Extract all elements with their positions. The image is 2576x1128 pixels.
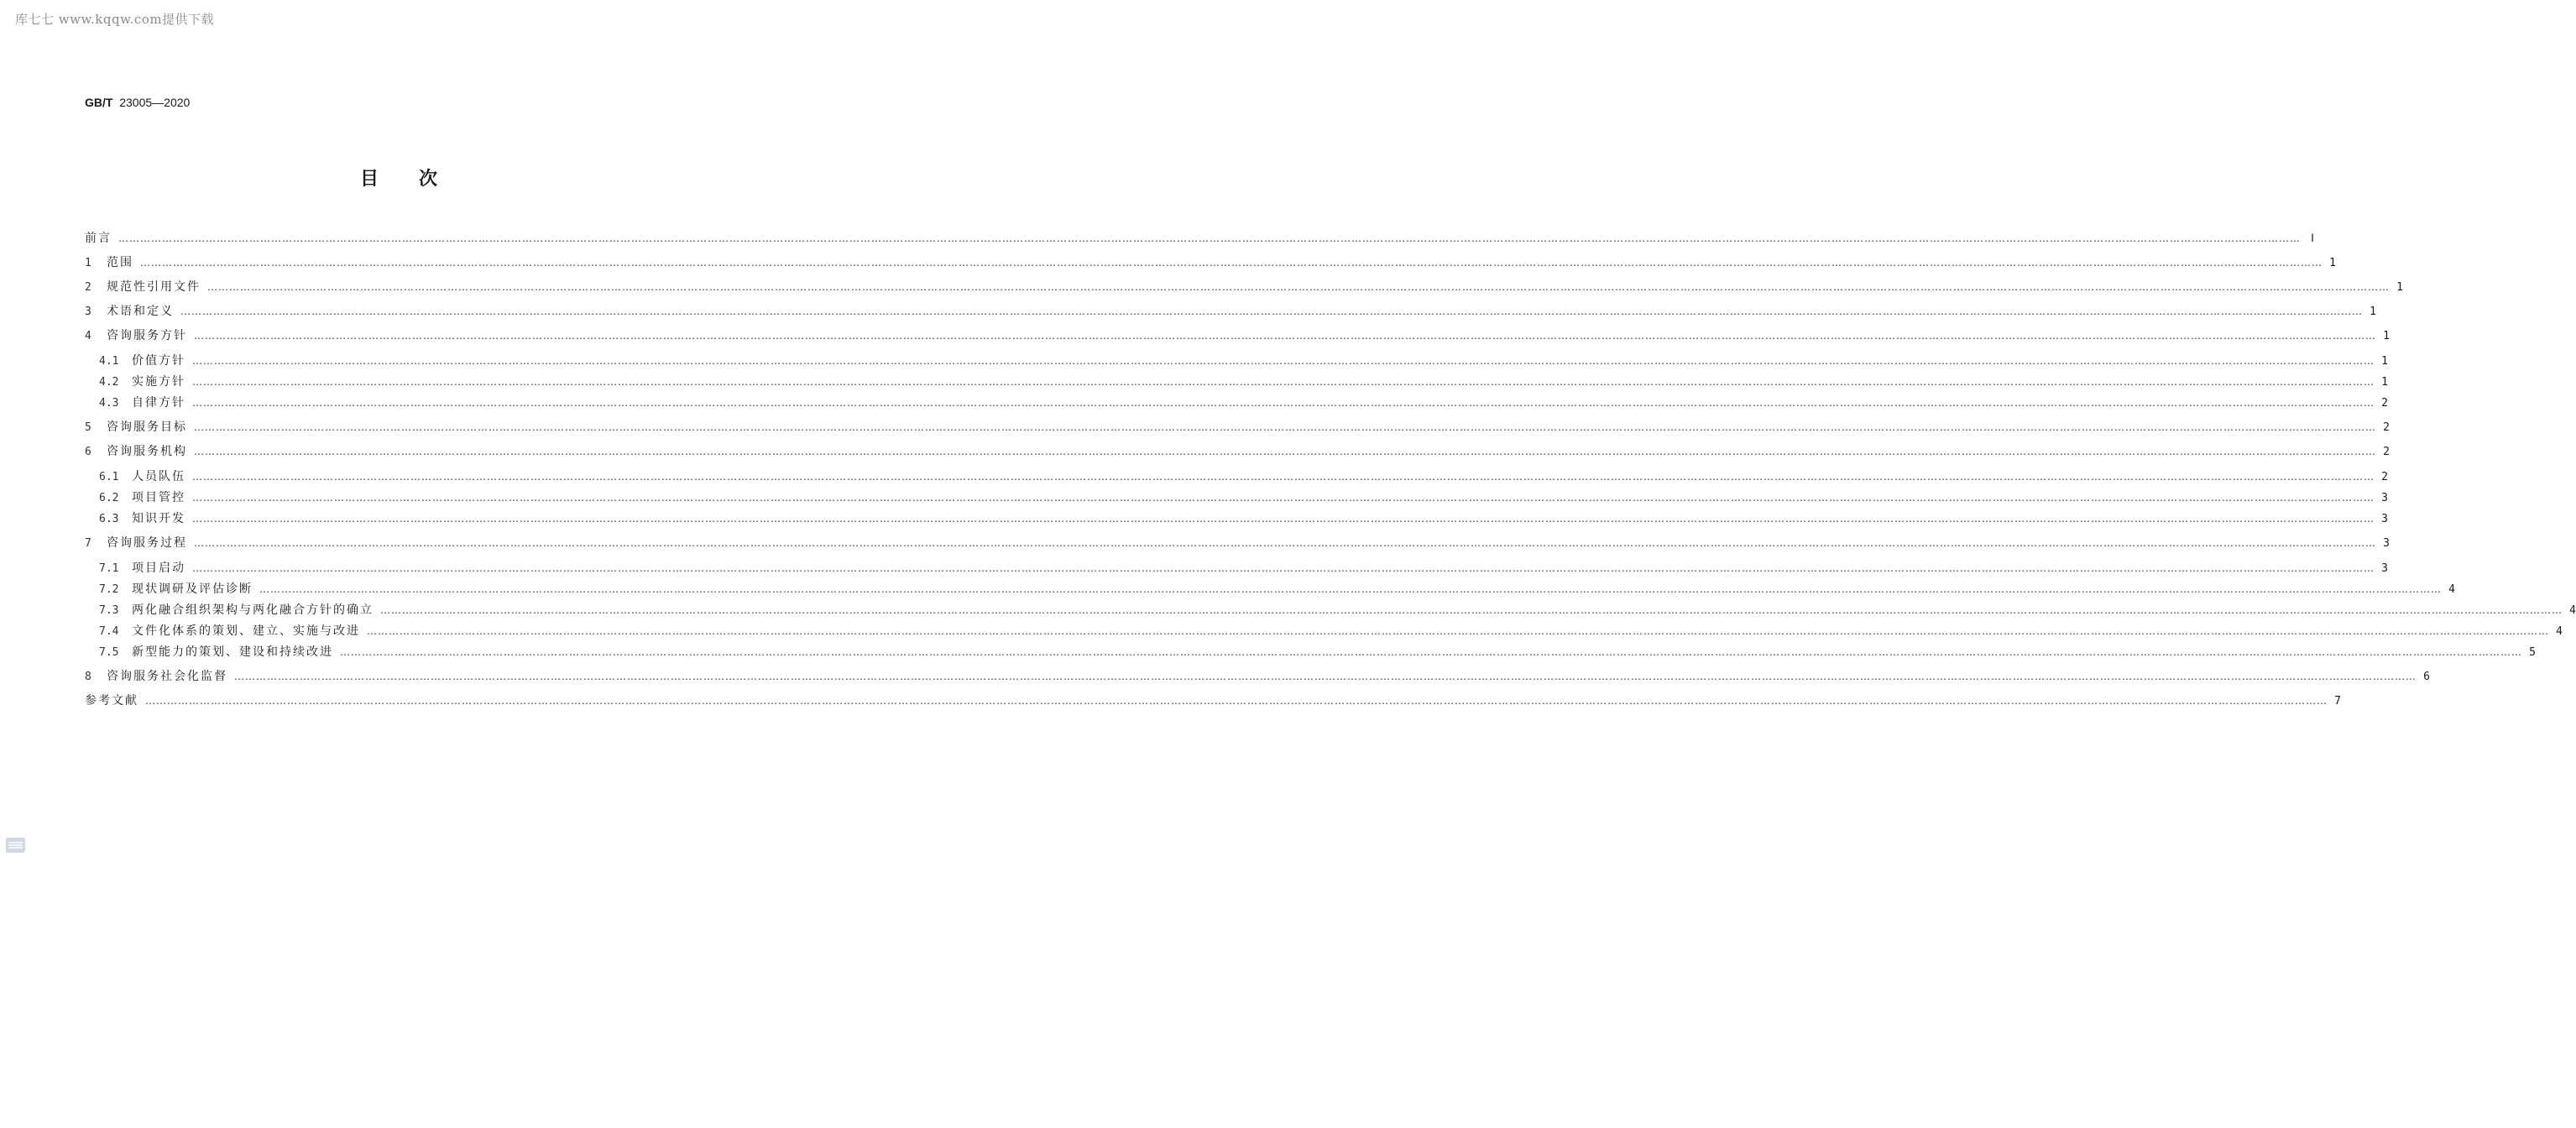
toc-entry-label: 实施方针 <box>132 375 185 389</box>
toc-entry[interactable] <box>99 510 2388 527</box>
toc-entry-page: 6 <box>2423 671 2430 683</box>
toc-entry-page: 3 <box>2381 562 2388 575</box>
toc-entry-page: 3 <box>2383 537 2390 550</box>
toc-entry-number: 1 <box>85 257 91 269</box>
toc-entry-number: 6.1 <box>99 471 119 483</box>
watermark-text: 库七七 www.kqqw.com提供下载 <box>15 12 215 27</box>
toc-dot-leader: …………………………………………………………………………………………………………………………………………………………………………………………………………………………………………………………………………………………………………………………………………………………………………………………………………………………………………………………………………………………………………………………………………………… <box>207 281 2390 293</box>
toc-entry-number: 7 <box>85 537 91 550</box>
toc-entry-label: 范围 <box>107 256 133 269</box>
publisher-logo-icon <box>5 836 26 854</box>
toc-entry-number: 4.3 <box>99 397 119 410</box>
toc-entry-page: 7 <box>2334 695 2341 708</box>
toc-entry-label: 前言 <box>85 232 112 245</box>
toc-entry[interactable] <box>85 668 2430 685</box>
toc-entry-label: 术语和定义 <box>107 305 174 318</box>
toc-entry-page: Ⅰ <box>2311 232 2314 245</box>
toc-entry[interactable] <box>99 644 2536 661</box>
toc-entry-number: 3 <box>85 306 91 318</box>
standard-number <box>85 96 190 109</box>
toc-entry-label: 价值方针 <box>132 354 185 368</box>
toc-dot-leader: …………………………………………………………………………………………………………………………………………………………………………………………………………………………………………………………………………………………………………………………………………………………………………………………………………………………………………………………………………………………………………………………………………………… <box>194 330 2376 342</box>
toc-entry[interactable] <box>85 443 2390 460</box>
toc-entry[interactable] <box>99 602 2576 619</box>
toc-entry-page: 5 <box>2529 646 2536 659</box>
toc-dot-leader: …………………………………………………………………………………………………………………………………………………………………………………………………………………………………………………………………………………………………………………………………………………………………………………………………………………………………………………………………………………………………………………………………………………… <box>367 625 2549 637</box>
toc-entry-number: 4.1 <box>99 355 119 368</box>
toc-dot-leader: …………………………………………………………………………………………………………………………………………………………………………………………………………………………………………………………………………………………………………………………………………………………………………………………………………………………………………………………………………………………………………………………………………………… <box>192 513 2375 525</box>
toc-entry-number: 5 <box>85 421 91 434</box>
toc-entry-page: 2 <box>2381 397 2388 410</box>
toc-dot-leader: …………………………………………………………………………………………………………………………………………………………………………………………………………………………………………………………………………………………………………………………………………………………………………………………………………………………………………………………………………………………………………………………………………………… <box>380 604 2563 616</box>
toc-entry-page: 1 <box>2381 355 2388 368</box>
toc-dot-leader: …………………………………………………………………………………………………………………………………………………………………………………………………………………………………………………………………………………………………………………………………………………………………………………………………………………………………………………………………………………………………………………………………………………… <box>180 306 2363 317</box>
toc-entry-page: 3 <box>2381 492 2388 504</box>
toc-entry-page: 1 <box>2381 376 2388 389</box>
toc-entry-number: 6.2 <box>99 492 119 504</box>
toc-entry-label: 规范性引用文件 <box>107 280 201 294</box>
toc-entry-number: 6 <box>85 446 91 458</box>
toc-entry-number: 6.3 <box>99 513 119 525</box>
toc-entry-number: 8 <box>85 671 91 683</box>
toc-entry-label: 人员队伍 <box>132 470 185 483</box>
toc-entry-page: 4 <box>2448 583 2455 596</box>
toc-entry-label: 现状调研及评估诊断 <box>132 582 253 596</box>
toc-entry-page: 1 <box>2396 281 2403 294</box>
toc-entry[interactable] <box>85 230 2314 247</box>
toc-entry-label: 项目管控 <box>132 491 185 504</box>
toc-entry[interactable] <box>85 303 2376 320</box>
toc-dot-leader: …………………………………………………………………………………………………………………………………………………………………………………………………………………………………………………………………………………………………………………………………………………………………………………………………………………………………………………………………………………………………………………………………………………… <box>145 695 2328 707</box>
toc-entry-number: 7.5 <box>99 646 119 659</box>
toc-entry[interactable] <box>99 468 2388 485</box>
toc-dot-leader: …………………………………………………………………………………………………………………………………………………………………………………………………………………………………………………………………………………………………………………………………………………………………………………………………………………………………………………………………………………………………………………………………………………… <box>192 376 2375 388</box>
toc-entry-page: 1 <box>2370 306 2376 318</box>
toc-dot-leader: …………………………………………………………………………………………………………………………………………………………………………………………………………………………………………………………………………………………………………………………………………………………………………………………………………………………………………………………………………………………………………………………………………………… <box>194 537 2376 549</box>
toc-entry-label: 咨询服务机构 <box>107 445 187 458</box>
toc-entry[interactable] <box>85 692 2341 709</box>
toc-entry-label: 知识开发 <box>132 512 185 525</box>
toc-dot-leader: …………………………………………………………………………………………………………………………………………………………………………………………………………………………………………………………………………………………………………………………………………………………………………………………………………………………………………………………………………………………………………………………………………………… <box>234 671 2417 682</box>
toc-entry-label: 新型能力的策划、建设和持续改进 <box>132 645 333 659</box>
standard-year: 23005—2020 <box>119 96 191 109</box>
toc-entry-label: 咨询服务目标 <box>107 420 187 434</box>
toc-dot-leader: …………………………………………………………………………………………………………………………………………………………………………………………………………………………………………………………………………………………………………………………………………………………………………………………………………………………………………………………………………………………………………………………………………………… <box>118 232 2301 244</box>
toc-dot-leader: …………………………………………………………………………………………………………………………………………………………………………………………………………………………………………………………………………………………………………………………………………………………………………………………………………………………………………………………………………………………………………………………………………………… <box>192 562 2375 574</box>
toc-entry-label: 两化融合组织架构与两化融合方针的确立 <box>132 603 374 617</box>
toc-entry-number: 4 <box>85 330 91 342</box>
toc-entry-page: 2 <box>2383 421 2390 434</box>
toc-entry-label: 项目启动 <box>132 561 185 575</box>
toc-entry-number: 7.3 <box>99 604 119 617</box>
toc-dot-leader: …………………………………………………………………………………………………………………………………………………………………………………………………………………………………………………………………………………………………………………………………………………………………………………………………………………………………………………………………………………………………………………………………………………… <box>192 355 2375 367</box>
toc-entry-page: 2 <box>2381 471 2388 483</box>
toc-entry[interactable] <box>99 394 2388 411</box>
toc-entry[interactable] <box>99 581 2455 598</box>
toc-entry[interactable] <box>99 623 2563 640</box>
toc-entry[interactable] <box>85 254 2336 271</box>
toc-entry-page: 3 <box>2381 513 2388 525</box>
toc-dot-leader: …………………………………………………………………………………………………………………………………………………………………………………………………………………………………………………………………………………………………………………………………………………………………………………………………………………………………………………………………………………………………………………………………………………… <box>194 446 2376 457</box>
toc-dot-leader: …………………………………………………………………………………………………………………………………………………………………………………………………………………………………………………………………………………………………………………………………………………………………………………………………………………………………………………………………………………………………………………………………………………… <box>192 397 2375 409</box>
toc-entry-label: 咨询服务过程 <box>107 536 187 550</box>
toc-entry-page: 2 <box>2383 446 2390 458</box>
toc-entry-number: 2 <box>85 281 91 294</box>
toc-dot-leader: …………………………………………………………………………………………………………………………………………………………………………………………………………………………………………………………………………………………………………………………………………………………………………………………………………………………………………………………………………………………………………………………………………………… <box>140 257 2323 269</box>
toc-entry-page: 1 <box>2383 330 2390 342</box>
toc-entry-label: 文件化体系的策划、建立、实施与改进 <box>132 624 360 638</box>
toc-entry-number: 7.1 <box>99 562 119 575</box>
toc-dot-leader: …………………………………………………………………………………………………………………………………………………………………………………………………………………………………………………………………………………………………………………………………………………………………………………………………………………………………………………………………………………………………………………………………………………… <box>192 492 2375 504</box>
toc-dot-leader: …………………………………………………………………………………………………………………………………………………………………………………………………………………………………………………………………………………………………………………………………………………………………………………………………………………………………………………………………………………………………………………………………………………… <box>192 471 2375 483</box>
toc-entry[interactable] <box>99 560 2388 577</box>
toc-entry-number: 7.4 <box>99 625 119 638</box>
standard-code: GB/T <box>85 96 113 109</box>
toc-entry-number: 4.2 <box>99 376 119 389</box>
toc-entry[interactable] <box>85 535 2390 551</box>
toc-entry[interactable] <box>99 352 2388 369</box>
toc-dot-leader: …………………………………………………………………………………………………………………………………………………………………………………………………………………………………………………………………………………………………………………………………………………………………………………………………………………………………………………………………………………………………………………………………………………… <box>259 583 2442 595</box>
toc-entry[interactable] <box>99 489 2388 506</box>
toc-dot-leader: …………………………………………………………………………………………………………………………………………………………………………………………………………………………………………………………………………………………………………………………………………………………………………………………………………………………………………………………………………………………………………………………………………………… <box>340 646 2522 658</box>
toc-entry-page: 1 <box>2329 257 2336 269</box>
toc-entry-label: 参考文献 <box>85 694 138 708</box>
toc-entry[interactable] <box>85 419 2390 436</box>
toc-dot-leader: …………………………………………………………………………………………………………………………………………………………………………………………………………………………………………………………………………………………………………………………………………………………………………………………………………………………………………………………………………………………………………………………………………………… <box>194 421 2376 433</box>
toc-entry-page: 4 <box>2569 604 2576 617</box>
toc-entry[interactable] <box>85 279 2403 295</box>
toc-entry-label: 自律方针 <box>132 396 185 410</box>
toc-entry-label: 咨询服务方针 <box>107 329 187 342</box>
toc-entry[interactable] <box>85 327 2390 344</box>
toc-entry[interactable] <box>99 373 2388 390</box>
toc-entry-label: 咨询服务社会化监督 <box>107 670 227 683</box>
toc-entry-page: 4 <box>2556 625 2563 638</box>
toc-entry-number: 7.2 <box>99 583 119 596</box>
page-title: 目次 <box>359 169 478 190</box>
